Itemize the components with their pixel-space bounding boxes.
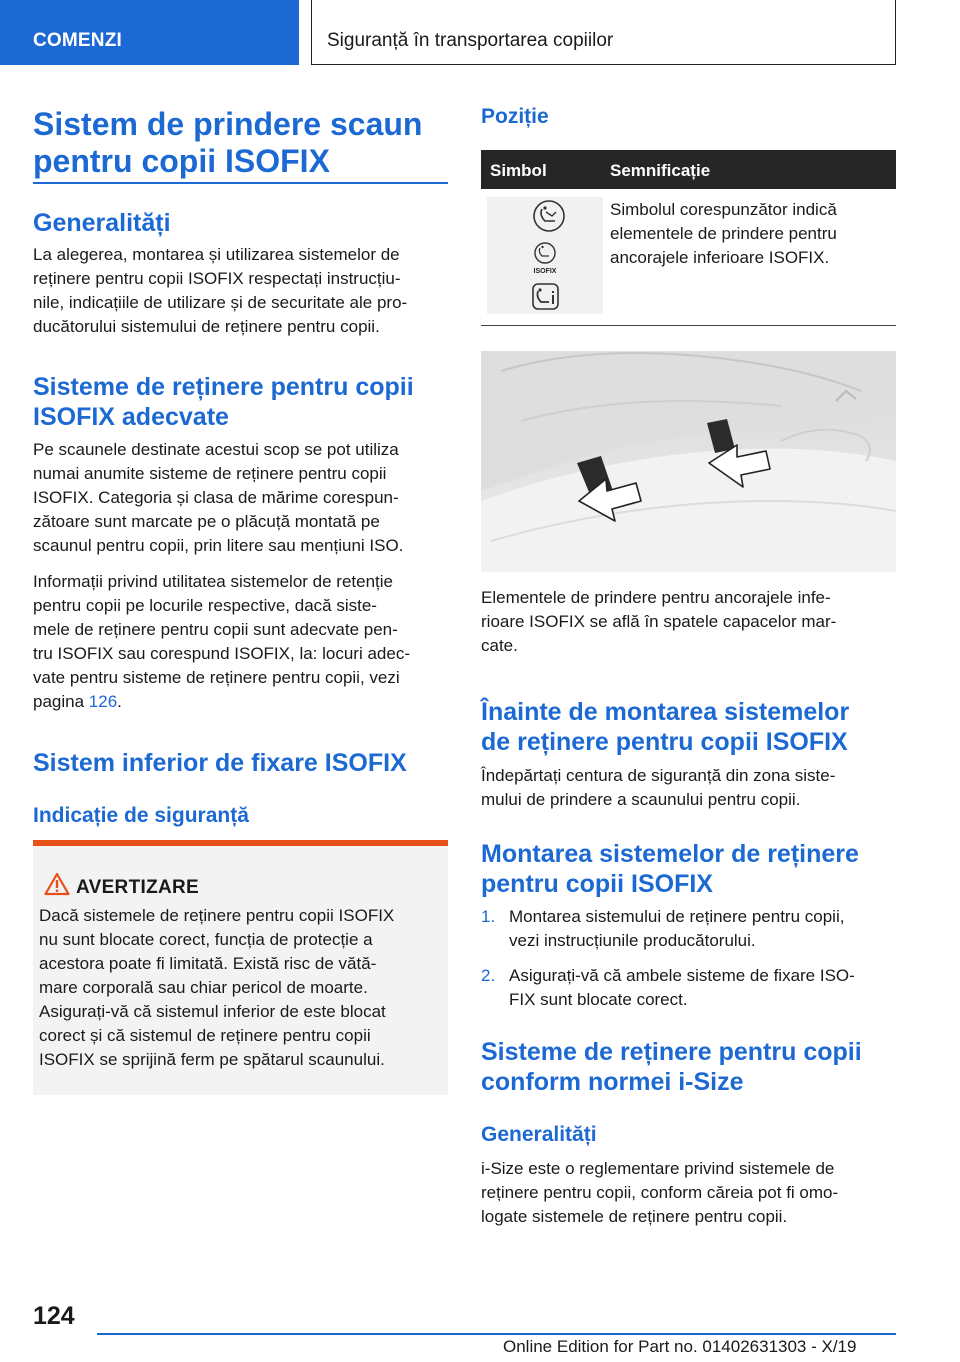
text-line: Asigurați-vă că sistemul inferior de este blocat [39,1002,386,1021]
isofix-anchor-photo [481,351,896,572]
text-line: scaunul pentru copii, prin litere sau mențiuni ISO. [33,536,404,555]
text-line: elementele de prindere pentru [610,224,837,243]
footer-divider [97,1333,896,1335]
text-line: pentru copii pe locurile respective, dacă siste- [33,596,377,615]
position-heading: Poziție [481,105,549,128]
before-paragraph [481,764,896,812]
warning-text [39,904,445,1072]
isofix-symbols-icon [487,197,603,314]
text-line: FIX sunt blocate corect. [509,990,688,1009]
text-line: La alegerea, montarea și utilizarea sistemelor de [33,245,400,264]
general-heading: Generalități [33,209,171,237]
suitable-heading-line2: ISOFIX adecvate [33,403,229,431]
table-bottom-rule [481,325,896,326]
page-title-line1: Sistem de prindere scaun [33,106,423,142]
text-line: corect și că sistemul de reținere pentru copii [39,1026,371,1045]
text-line: Îndepărtați centura de siguranță din zona siste- [481,766,836,785]
title-divider [33,182,448,184]
text-line: nile, indicațiile de utilizare și de securitate ale pro- [33,293,408,312]
text-line: Elementele de prindere pentru ancorajele infe- [481,588,831,607]
text-line: numai anumite sisteme de reținere pentru copii [33,464,387,483]
text-line: Montarea sistemului de reținere pentru copii, [509,907,845,926]
isize-paragraph [481,1157,896,1229]
text-line: zătoare sunt marcate pe o plăcuță montată pe [33,512,380,531]
page-ref-suffix: . [117,692,122,711]
symbol-meaning [610,198,896,270]
mount-heading-line1: Montarea sistemelor de reținere [481,840,859,868]
text-line: Asigurați-vă că ambele sisteme de fixare ISO- [509,966,855,985]
text-line: tru ISOFIX sau corespund ISOFIX, la: locuri adec- [33,644,410,663]
list-item [481,964,896,1012]
warning-triangle-icon [44,872,70,896]
text-line: Informații privind utilitatea sistemelor de retenție [33,572,393,591]
text-line: acestora poate fi limitată. Există risc de vătă- [39,954,377,973]
suitable-heading-line1: Sisteme de reținere pentru copii [33,373,414,401]
text-line: rioare ISOFIX se află în spatele capacelor mar- [481,612,837,631]
info-paragraph [33,570,448,714]
column-header-symbol: Simbol [490,161,547,180]
text-line: nu sunt blocate corect, funcția de protecție a [39,930,373,949]
text-line: i-Size este o reglementare privind sistemele de [481,1159,835,1178]
section-tab-label: COMENZI [33,30,123,51]
before-heading-line1: Înainte de montarea sistemelor [481,698,850,726]
before-heading-line2: de reținere pentru copii ISOFIX [481,728,848,756]
step-number: 2. [481,966,496,985]
chapter-title: Siguranță în transportarea copiilor [327,30,614,51]
text-line: Pe scaunele destinate acestui scop se pot utiliza [33,440,399,459]
isize-general-heading: Generalități [481,1123,597,1146]
step-text [509,964,896,1012]
text-line: mului de prindere a scaunului pentru copii. [481,790,801,809]
safety-heading: Indicație de siguranță [33,804,249,827]
suitable-paragraph [33,438,448,558]
page-ref-link[interactable]: 126 [88,692,118,711]
isofix-symbol-cell [487,197,603,314]
photo-caption [481,586,896,658]
text-line: reținere pentru copii, conform căreia pot fi omo- [481,1183,839,1202]
text-line: Dacă sistemele de reținere pentru copii ISOFIX [39,906,395,925]
warning-box [33,840,448,1095]
isize-heading-line2: conform normei i-Size [481,1068,744,1096]
text-line: ISOFIX. Categoria și clasa de mărime corespun- [33,488,399,507]
text-line: vezi instrucțiunile producătorului. [509,931,756,950]
step-number: 1. [481,907,496,926]
text-line: reținere pentru copii ISOFIX respectați instrucțiu- [33,269,401,288]
text-line [33,690,448,714]
edition-note: Online Edition for Part no. 01402631303 - X/19 [503,1337,857,1356]
text-line: ISOFIX se sprijină ferm pe spătarul scaunului. [39,1050,385,1069]
page-title-line2: pentru copii ISOFIX [33,143,330,179]
warning-title: AVERTIZARE [76,877,199,898]
text-line: cate. [481,636,518,655]
mount-heading-line2: pentru copii ISOFIX [481,870,713,898]
rear-seat-illustration [481,351,896,572]
text-line: Simbolul corespunzător indică [610,200,837,219]
page-number: 124 [33,1302,75,1330]
table-header [481,150,896,189]
text-line: ancorajele inferioare ISOFIX. [610,248,830,267]
isofix-symbol-label: ISOFIX [533,268,557,275]
text-line: mare corporală sau chiar pericol de moarte. [39,978,368,997]
step-text [509,905,896,953]
isize-heading-line1: Sisteme de reținere pentru copii [481,1038,862,1066]
text-line: logate sistemele de reținere pentru copii. [481,1207,788,1226]
page-ref-prefix: pagina [33,692,85,711]
text-line: mele de reținere pentru copii sunt adecvate pen- [33,620,398,639]
section-tab[interactable] [0,0,299,65]
general-paragraph [33,243,448,339]
text-line: vate pentru sisteme de reținere pentru copii, vezi [33,668,400,687]
column-header-meaning: Semnificație [610,161,711,180]
list-item [481,905,896,953]
text-line: ducătorului sistemului de reținere pentru copii. [33,317,380,336]
lower-anchor-heading: Sistem inferior de fixare ISOFIX [33,749,407,777]
